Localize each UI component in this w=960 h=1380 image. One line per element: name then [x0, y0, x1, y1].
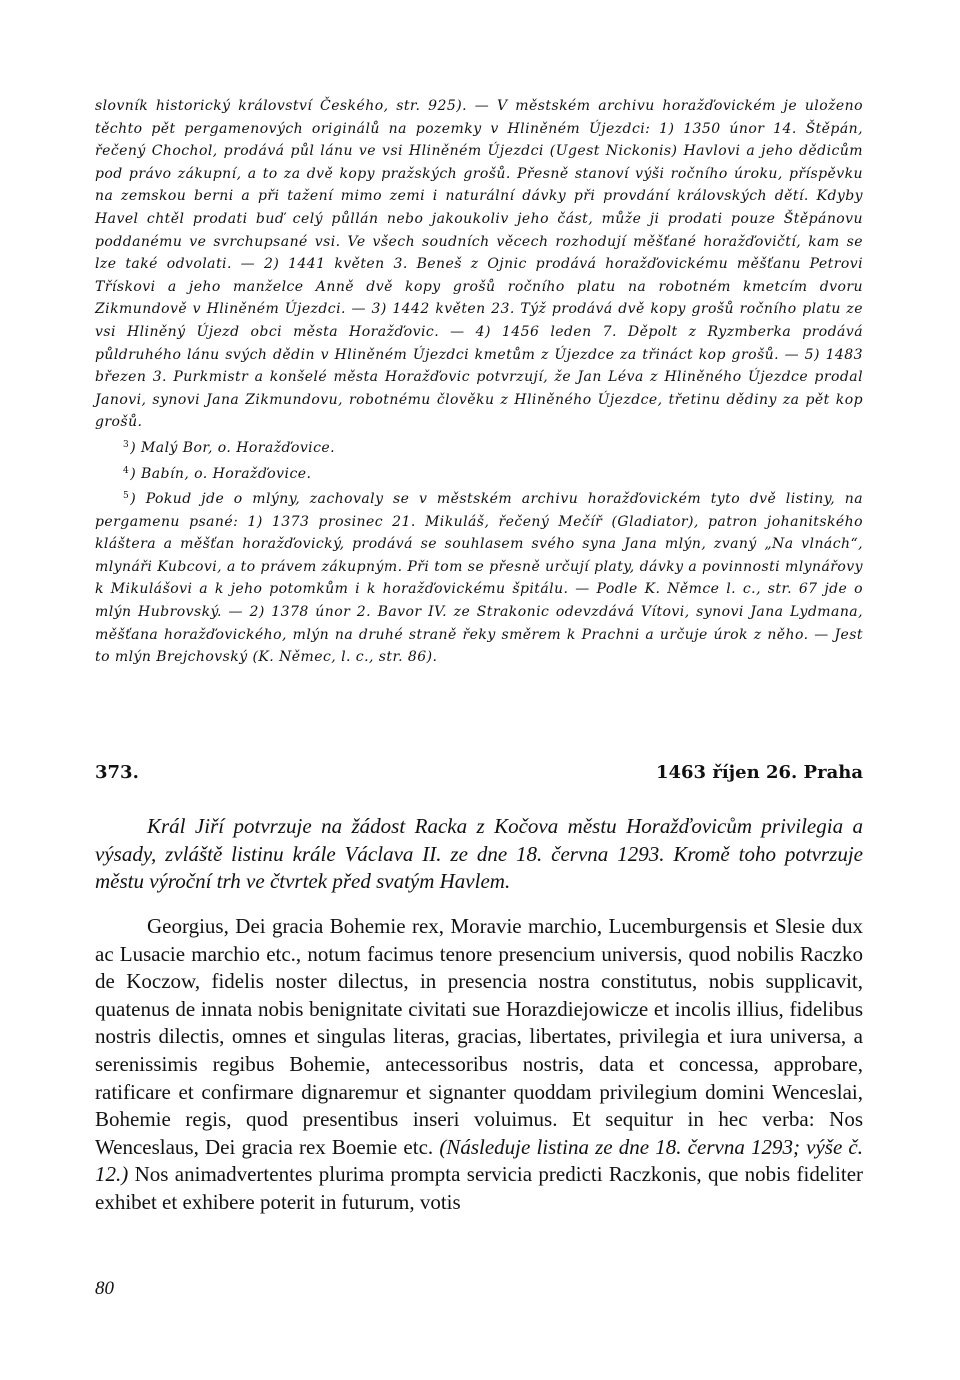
footnotes-section — [95, 95, 863, 669]
document-body-text — [95, 913, 863, 1217]
footnote-4: $^4$) Babín, o. Horažďovice. — [123, 465, 312, 482]
page-number: 80 — [95, 1278, 114, 1299]
entry-number: 373. — [95, 762, 139, 783]
footnote-mark: 3 — [123, 439, 130, 450]
footnote-continuation: slovník historický království Českého, str. 925). — V městském archivu horažďovickém je uloženo těchto pět pergamenových originálů na pozemky v Hliněném Újezdci: 1) 1350 únor 14. Štěpán, řečený Chochol, prodává půl lánu ve vsi Hliněném Újezdci (Ugest Nickonis) Havlovi a jeho dědicům pod právo zákupní, a to za dvě kopy pražských grošů. Přesně stanoví výši ročního úroku, příspěvku na zemskou berni a při tažení mimo zemi i naturální dávky při provdání královských dětí. Kdyby Havel chtěl prodati buď celý půllán nebo jakoukoliv jeho část, může ji prodati pouze Štěpánovu poddanému ve svrchupsané vsi. Ve všech soudních věcech rozhodují měšťané horažďovičtí, kam se lze také odvolati. — 2) 1441 květen 3. Beneš z Ojnic prodává horažďovickému měšťanu Petrovi Třískovi a jeho manželce Anně dvě kopy grošů ročního platu na robotném kmetcím dvoru Zikmundově v Hliněném Újezdci. — 3) 1442 květen 23. Týž prodává dvě kopy grošů ročního platu ze vsi Hliněný Újezd obci města Horažďovic. — 4) 1456 leden 7. Děpolt z Ryzmberka prodává půldruhého lánu svých dědin v Hliněném Újezdci kmetům z Újezdce za třináct kop grošů. — 5) 1483 březen 3. Purkmistr a konšelé města Horažďovic potvrzují, že Jan Léva z Hliněného Újezdce prodal Janovi, synovi Jana Zikmundovu, robotnému člověku z Hliněného Újezdce, třetinu dědiny za pět kop grošů. — [95, 98, 863, 431]
footnote-text: Babín, o. Horažďovice. — [141, 465, 312, 482]
body-text-part-2: Nos animadvertentes plurima prompta servicia predicti Raczkonis, que nobis fideliter exhibet et exhibere poterit in futurum, votis — [95, 1162, 864, 1214]
entry-heading — [95, 762, 863, 788]
entry-date-place: 1463 říjen 26. Praha — [655, 762, 863, 783]
footnote-mark: 5 — [123, 491, 130, 502]
footnote-text: Pokud jde o mlýny, zachovaly se v městském archivu horažďovickém tyto dvě listiny, na pergamenu psané: 1) 1373 prosinec 21. Mikuláš, řečený Mečíř (Gladiator), patron johanitského kláštera a měšťan horažďovický, prodává se souhlasem svého syna Jana mlýn, zvaný „Na vlnách“, mlynáři Kubcovi, a to právem zákupným. Při tom se přesně určují platy, dávky a povinnosti mlynářovy k Mikulášovi a k jeho potomkům i k horažďovickému špitálu. — Podle K. Němce l. c., str. 67 jde o mlýn Hubrovský. — 2) 1378 únor 2. Bavor IV. ze Strakonic odevzdává Vítovi, synovi Jana Lydmana, měšťana horažďovického, mlýn na druhé straně řeky směrem k Prachni a určuje úrok z něho. — Jest to mlýn Brejchovský (K. Němec, l. c., str. 86). — [95, 491, 864, 666]
footnote-mark: 4 — [123, 465, 130, 476]
footnote-text: Malý Bor, o. Horažďovice. — [141, 439, 336, 456]
body-text-part-1: Georgius, Dei gracia Bohemie rex, Moravie marchio, Lucemburgensis et Slesie dux ac Lusacie marchio etc., notum facimus tenore presencium universis, quod nobilis Raczko de Koczow, fidelis noster dilectus, in presencia nostra constitutus, nobis supplicavit, quatenus de innata nobis benignitate civitati sue Horazdiejowicze et incolis illius, fidelibus nostris dilectis, omnes et singulas literas, gracias, libertates, privilegia et iura universa, a serenissimis regibus Bohemie, antecessoribus nostris, data et concessa, approbare, ratificare et confirmare dignaremur et signanter quoddam privilegium domini Wenceslai, Bohemie regis, quod presentibus inseri voluimus. Et sequitur in hec verba: Nos Wenceslaus, Dei gracia rex Boemie etc. — [95, 914, 863, 1159]
footnote-3: $^3$) Malý Bor, o. Horažďovice. — [123, 439, 336, 456]
editorial-note: (Následuje listina ze dne 18. června 1293; výše č. 12.) — [95, 1134, 864, 1187]
footnote-5: $^5$) Pokud jde o mlýny, zachovaly se v městském archivu horažďovickém tyto dvě listiny, na pergamenu psané: 1) 1373 prosinec 21. Mikuláš, řečený Mečíř (Gladiator), patron johanitského kláštera a měšťan horažďovický, prodává se souhlasem svého syna Jana mlýn, zvaný „Na vlnách“, mlynáři Kubcovi, a to právem zákupným. Při tom se přesně určují platy, dávky a povinnosti mlynářovy k Mikulášovi a k jeho potomkům i k horažďovickému špitálu. — Podle K. Němce l. c., str. 67 jde o mlýn Hubrovský. — 2) 1378 únor 2. Bavor IV. ze Strakonic odevzdává Vítovi, synovi Jana Lydmana, měšťana horažďovického, mlýn na druhé straně řeky směrem k Prachni a určuje úrok z něho. — Jest to mlýn Brejchovský (K. Němec, l. c., str. 86). — [95, 491, 864, 666]
regest-summary: Král Jiří potvrzuje na žádost Racka z Kočova městu Horažďovicům privilegia a výsady, zvláště listinu krále Václava II. ze dne 18. června 1293. Kromě toho potvrzuje městu výroční trh ve čtvrtek před svatým Havlem. — [95, 814, 863, 893]
